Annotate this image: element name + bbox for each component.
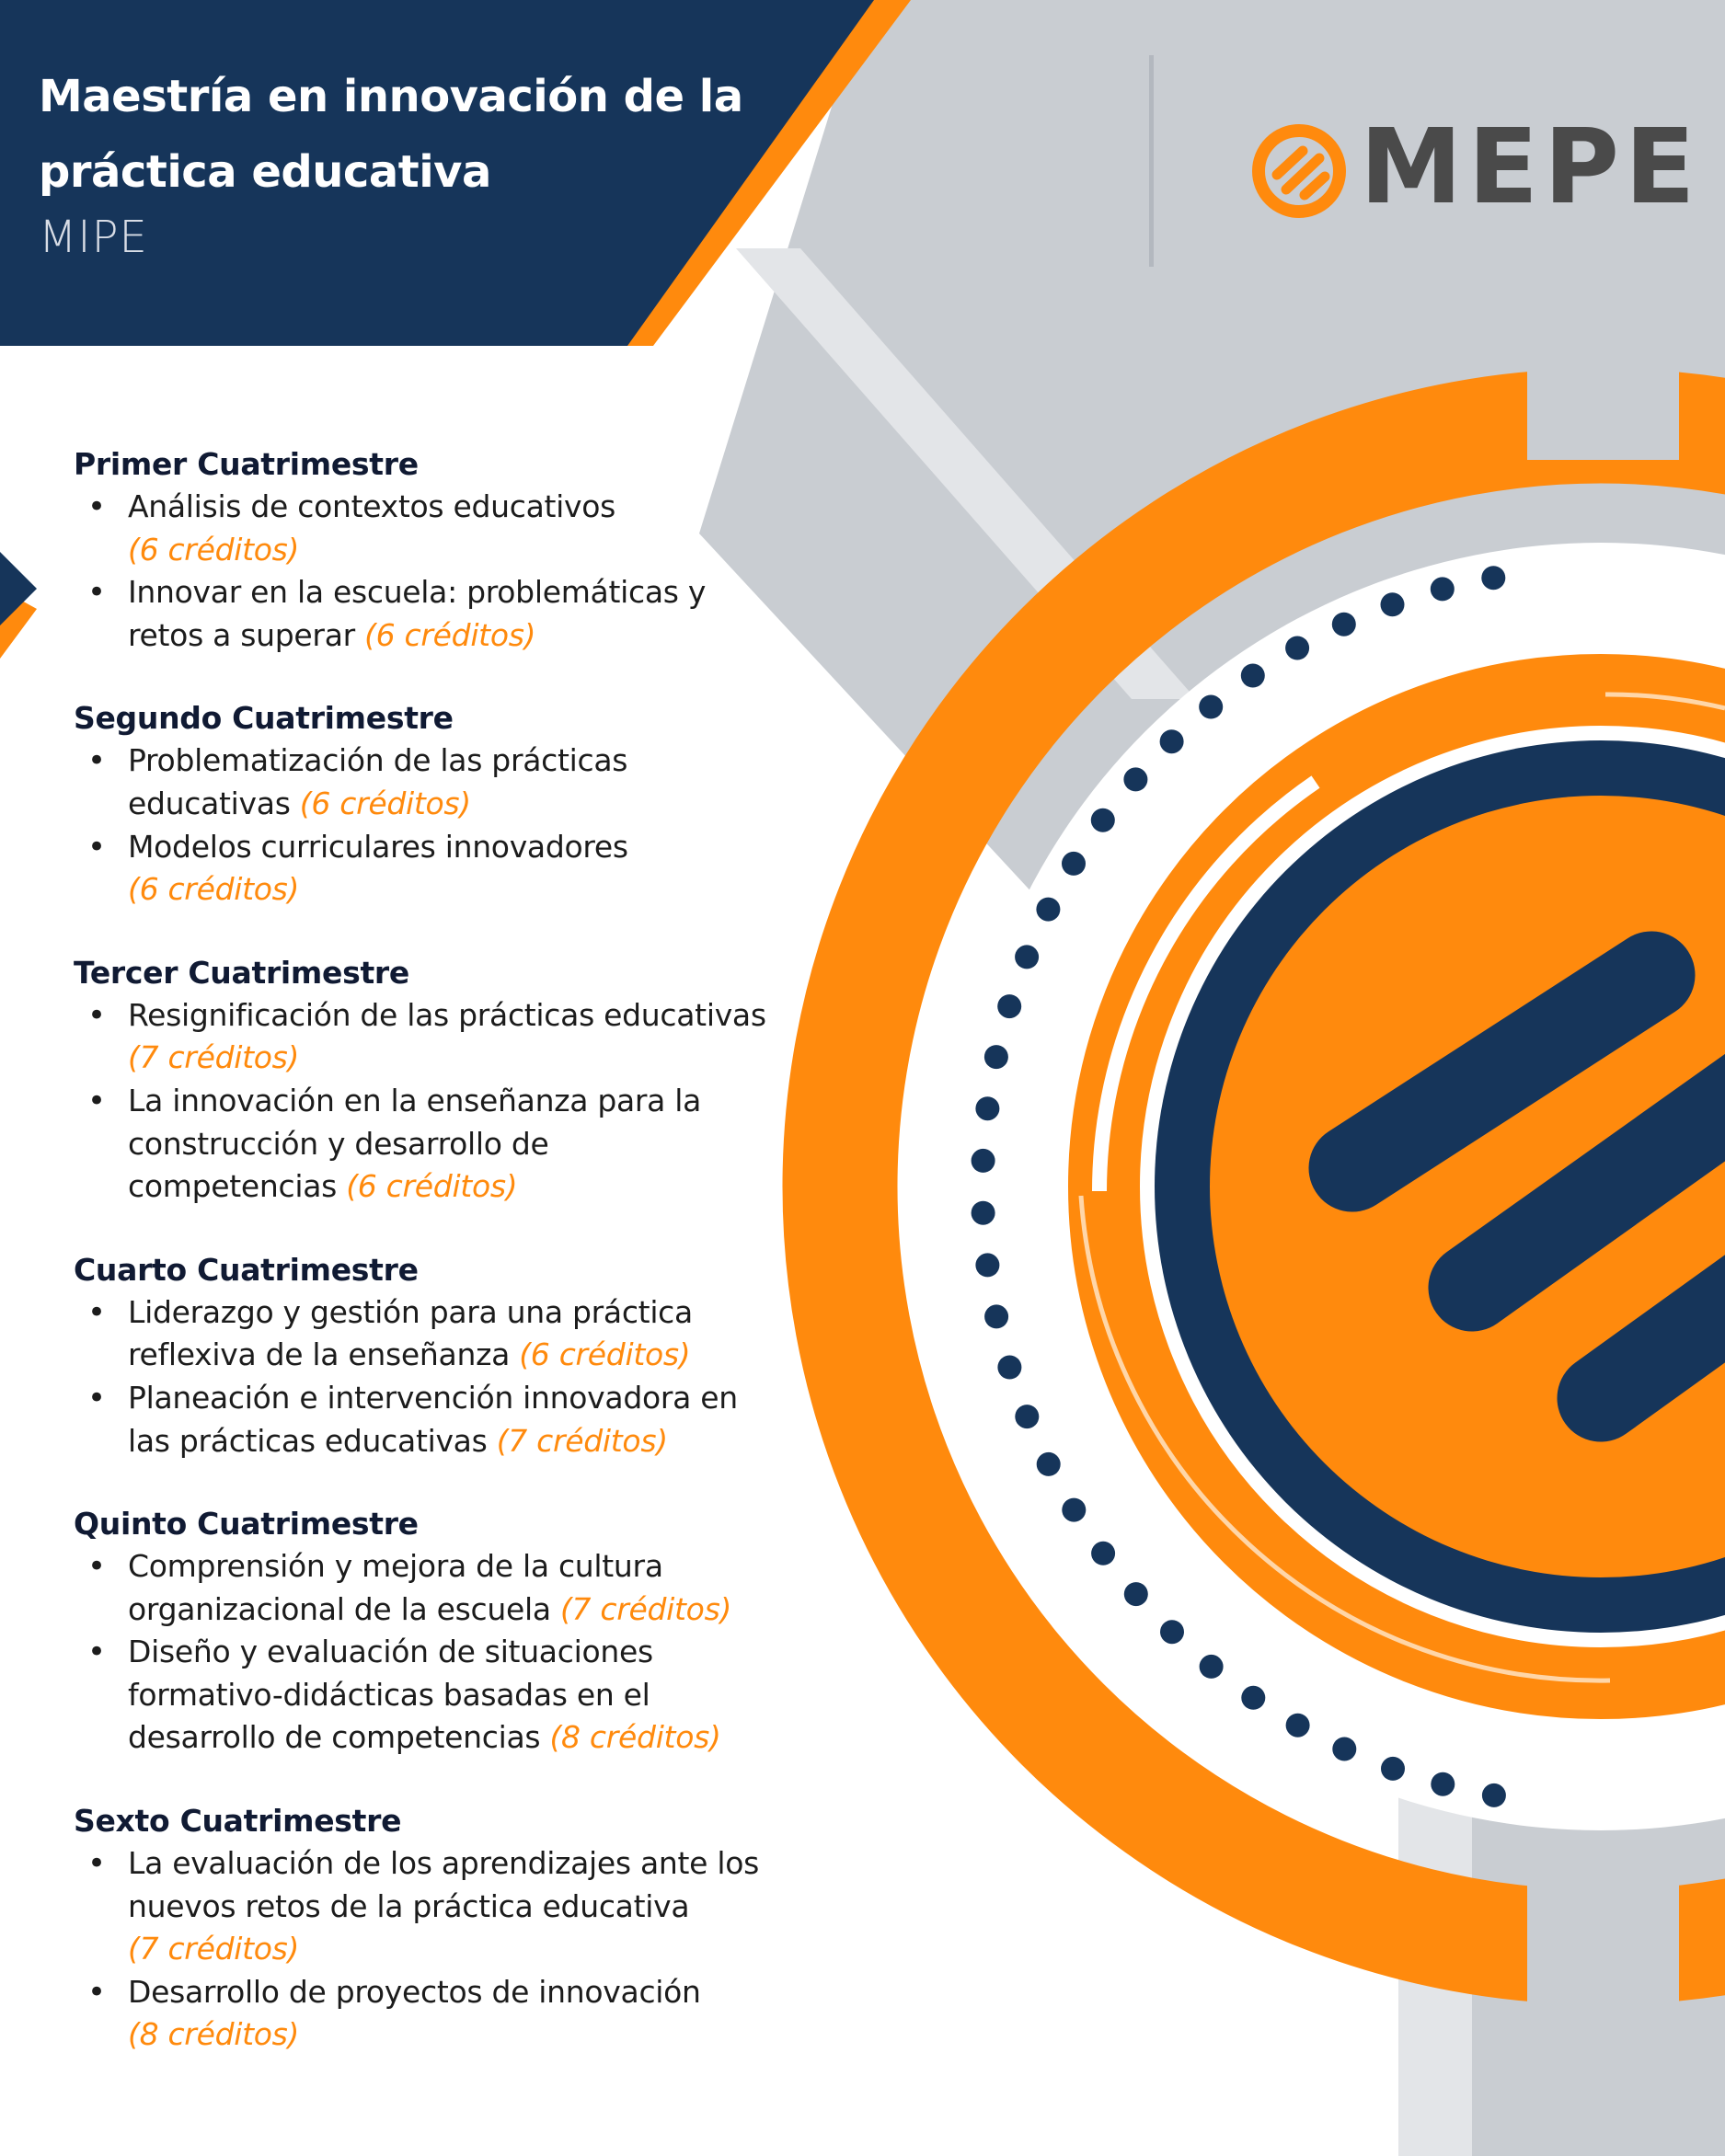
course-list <box>74 1545 791 1760</box>
ring-dot <box>975 1253 999 1277</box>
course-name-line: Liderazgo y gestión para una práctica <box>128 1293 693 1330</box>
course-name-line: Comprensión y mejora de la cultura <box>128 1548 663 1585</box>
course-credits: (8 créditos) <box>549 1719 721 1756</box>
curriculum-list <box>74 443 791 2097</box>
course-credits: (6 créditos) <box>128 531 300 568</box>
course-item <box>74 1377 791 1462</box>
course-name-line: Problematización de las prácticas <box>128 742 628 779</box>
ring-dot <box>1062 852 1086 876</box>
bullet-icon: • <box>87 742 106 780</box>
course-credits: (7 créditos) <box>128 1931 300 1967</box>
course-name-line: Diseño y evaluación de situaciones <box>128 1634 653 1670</box>
course-name-line: Planeación e intervención innovadora en <box>128 1379 738 1416</box>
course-name-line: Innovar en la escuela: problemáticas y <box>128 574 707 611</box>
semester-block <box>74 952 791 1209</box>
ring-dot <box>1431 1772 1455 1796</box>
course-item <box>74 740 791 825</box>
course-list <box>74 740 791 911</box>
ring-dot <box>984 1304 1008 1328</box>
bullet-icon: • <box>87 1379 106 1416</box>
title-line-1: Maestría en innovación de la <box>39 71 743 122</box>
course-name-line: Análisis de contextos educativos <box>128 488 616 524</box>
course-name-line: las prácticas educativas <box>128 1422 488 1459</box>
course-name-line: construcción y desarrollo de <box>128 1125 549 1162</box>
bullet-icon: • <box>87 1293 106 1331</box>
logo <box>1244 108 1701 227</box>
course-name-line: Modelos curriculares innovadores <box>128 828 628 865</box>
ring-dot <box>1015 945 1039 969</box>
ring-gap-bottom <box>1527 1840 1679 2042</box>
course-name-line: competencias <box>128 1168 338 1205</box>
course-item <box>74 1842 791 1971</box>
ring-dot <box>1285 636 1309 660</box>
page-subtitle: MIPE <box>39 212 148 263</box>
course-list <box>74 1291 791 1462</box>
striped-circle-icon <box>1251 123 1347 219</box>
semester-block <box>74 1503 791 1760</box>
course-item <box>74 1631 791 1760</box>
bullet-icon: • <box>87 996 106 1034</box>
course-item <box>74 1545 791 1631</box>
ring-dot <box>1332 1737 1356 1761</box>
course-list <box>74 994 791 1209</box>
course-credits: (6 créditos) <box>346 1168 518 1205</box>
ring-dot <box>997 994 1021 1018</box>
bullet-icon: • <box>87 574 106 612</box>
course-list <box>74 1842 791 2057</box>
course-credits: (7 créditos) <box>559 1590 732 1627</box>
course-name-line: desarrollo de competencias <box>128 1719 541 1756</box>
ring-dot <box>1481 566 1505 590</box>
ring-gap-top <box>1527 350 1679 460</box>
semester-title: Cuarto Cuatrimestre <box>74 1251 419 1288</box>
course-name-line: retos a superar <box>128 616 355 653</box>
ring-dot <box>1036 898 1060 922</box>
ring-dot <box>1062 1498 1086 1522</box>
bullet-icon: • <box>87 1634 106 1671</box>
ring-dot <box>975 1096 999 1120</box>
course-item <box>74 571 791 657</box>
ring-dot <box>1160 1620 1184 1644</box>
header <box>39 59 793 263</box>
ring-dot <box>1332 613 1356 636</box>
ring-dot <box>1123 767 1147 791</box>
course-credits: (7 créditos) <box>128 1039 300 1076</box>
ring-dot <box>972 1201 995 1225</box>
ring-dot <box>984 1045 1008 1069</box>
bullet-icon: • <box>87 488 106 525</box>
course-name-line: educativas <box>128 785 291 821</box>
ring-dot <box>1037 1452 1061 1476</box>
course-credits: (8 créditos) <box>128 2016 300 2053</box>
ring-dot <box>1124 1582 1148 1606</box>
course-item <box>74 1291 791 1377</box>
semester-title: Primer Cuatrimestre <box>74 446 419 482</box>
bullet-icon: • <box>87 1845 106 1883</box>
course-item <box>74 826 791 912</box>
ring-dot <box>1482 1783 1506 1807</box>
course-credits: (6 créditos) <box>128 871 300 908</box>
course-item <box>74 486 791 571</box>
ring-dot <box>1091 808 1115 832</box>
course-name-line: organizacional de la escuela <box>128 1590 551 1627</box>
bullet-icon: • <box>87 1973 106 2011</box>
course-name-line: La innovación en la enseñanza para la <box>128 1082 702 1118</box>
semester-block <box>74 1800 791 2057</box>
course-name-line: formativo-didácticas basadas en el <box>128 1676 650 1713</box>
course-credits: (6 créditos) <box>364 616 536 653</box>
course-item <box>74 1971 791 2057</box>
course-name-line: nuevos retos de la práctica educativa <box>128 1887 690 1924</box>
title-line-2: práctica educativa <box>39 146 491 198</box>
course-credits: (7 créditos) <box>496 1422 668 1459</box>
semester-title: Sexto Cuatrimestre <box>74 1803 402 1840</box>
bullet-icon: • <box>87 828 106 866</box>
semester-block <box>74 697 791 911</box>
course-item <box>74 1080 791 1209</box>
ring-dot <box>1381 1757 1405 1781</box>
course-name-line: Resignificación de las prácticas educativas <box>128 996 766 1033</box>
ring-dot <box>972 1149 995 1173</box>
course-credits: (6 créditos) <box>299 785 471 821</box>
semester-title: Quinto Cuatrimestre <box>74 1506 419 1542</box>
course-list <box>74 486 791 657</box>
ring-dot <box>1241 1686 1265 1710</box>
course-credits: (6 créditos) <box>519 1336 691 1373</box>
ring-dot <box>1200 1655 1224 1679</box>
ring-dot <box>1015 1405 1039 1428</box>
ring-dot <box>1199 695 1223 719</box>
ring-dot <box>1381 592 1405 616</box>
page-title <box>39 59 793 210</box>
course-name-line: Desarrollo de proyectos de innovación <box>128 1973 701 2010</box>
course-item <box>74 994 791 1080</box>
ring-dot <box>1431 577 1455 601</box>
semester-title: Segundo Cuatrimestre <box>74 700 454 737</box>
semester-block <box>74 443 791 657</box>
logo-text: MEPE <box>1360 108 1701 227</box>
semester-block <box>74 1249 791 1462</box>
ring-dot <box>1241 664 1265 688</box>
ring-dot <box>1160 729 1184 753</box>
course-name-line: reflexiva de la enseñanza <box>128 1336 511 1373</box>
ring-dot <box>997 1356 1021 1380</box>
semester-title: Tercer Cuatrimestre <box>74 954 409 991</box>
course-name-line: La evaluación de los aprendizajes ante los <box>128 1845 760 1882</box>
ring-dot <box>1286 1714 1310 1737</box>
bullet-icon: • <box>87 1082 106 1119</box>
ring-dot <box>1091 1542 1115 1565</box>
logo-divider <box>1149 55 1154 267</box>
bullet-icon: • <box>87 1548 106 1586</box>
